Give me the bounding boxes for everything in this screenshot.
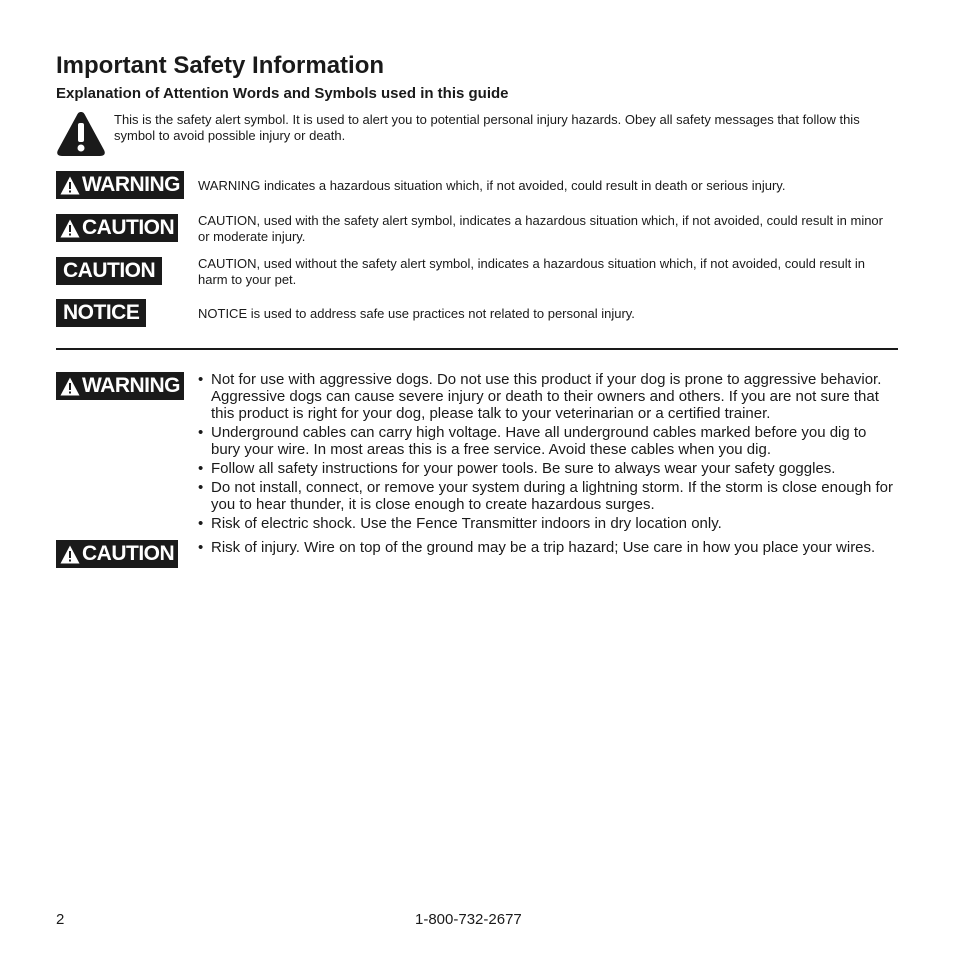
page-title: Important Safety Information <box>56 52 385 79</box>
label-text: CAUTION <box>82 216 175 239</box>
warning-definition: WARNING indicates a hazardous situation which, if not avoided, could result in death or serious injury. <box>198 178 786 193</box>
list-item: • Risk of injury. Wire on top of the ground may be a trip hazard; Use care in how you place your wires. <box>198 539 898 556</box>
safety-alert-icon <box>60 176 80 195</box>
list-item: • Risk of electric shock. Use the Fence Transmitter indoors in dry location only. <box>198 515 898 532</box>
notice-definition: NOTICE is used to address safe use practices not related to personal injury. <box>198 306 635 321</box>
list-item: • Follow all safety instructions for your power tools. Be sure to always wear your safety goggles. <box>198 460 898 477</box>
safety-alert-icon <box>60 377 80 396</box>
warning-label <box>56 171 184 199</box>
caution-list <box>198 539 898 558</box>
label-text: WARNING <box>82 374 180 397</box>
safety-alert-description: This is the safety alert symbol. It is used to alert you to potential personal injury hazards. Obey all safety messages that follow this symbol to avoid possible injury or death. <box>114 112 860 143</box>
safety-alert-icon <box>60 545 80 564</box>
label-text: WARNING <box>82 173 180 196</box>
page-number: 2 <box>56 911 65 928</box>
warning-section-label <box>56 372 184 400</box>
list-item: • Do not install, connect, or remove your system during a lightning storm. If the storm is close enough for you to hear thunder, it is close enough to create hazardous surges. <box>198 479 898 513</box>
caution-label <box>56 214 178 242</box>
caution-without-symbol-definition: CAUTION, used without the safety alert symbol, indicates a hazardous situation which, if not avoided, could result in harm to your pet. <box>198 256 865 287</box>
list-item: • Not for use with aggressive dogs. Do not use this product if your dog is prone to aggressive behavior. Aggressive dogs can cause severe injury or death to their owners and others. If you are not sure that this product is right for your dog, please talk to your veterinarian or a certified trainer. <box>198 371 898 422</box>
caution-plain-label <box>56 257 162 285</box>
section-divider <box>56 348 898 350</box>
list-item: • Underground cables can carry high voltage. Have all underground cables marked before you dig to bury your wire. In most areas this is a free service. Avoid these cables when you dig. <box>198 424 898 458</box>
page-subtitle: Explanation of Attention Words and Symbols used in this guide <box>56 85 509 102</box>
notice-label <box>56 299 146 327</box>
caution-section-label <box>56 540 178 568</box>
safety-alert-icon <box>56 111 106 157</box>
phone-number: 1-800-732-2677 <box>415 911 522 928</box>
safety-alert-icon <box>60 219 80 238</box>
caution-with-symbol-definition: CAUTION, used with the safety alert symbol, indicates a hazardous situation which, if not avoided, could result in minor or moderate injury. <box>198 213 883 244</box>
label-text: CAUTION <box>63 259 156 282</box>
label-text: CAUTION <box>82 542 175 565</box>
warning-list <box>198 371 898 534</box>
label-text: NOTICE <box>63 301 140 324</box>
